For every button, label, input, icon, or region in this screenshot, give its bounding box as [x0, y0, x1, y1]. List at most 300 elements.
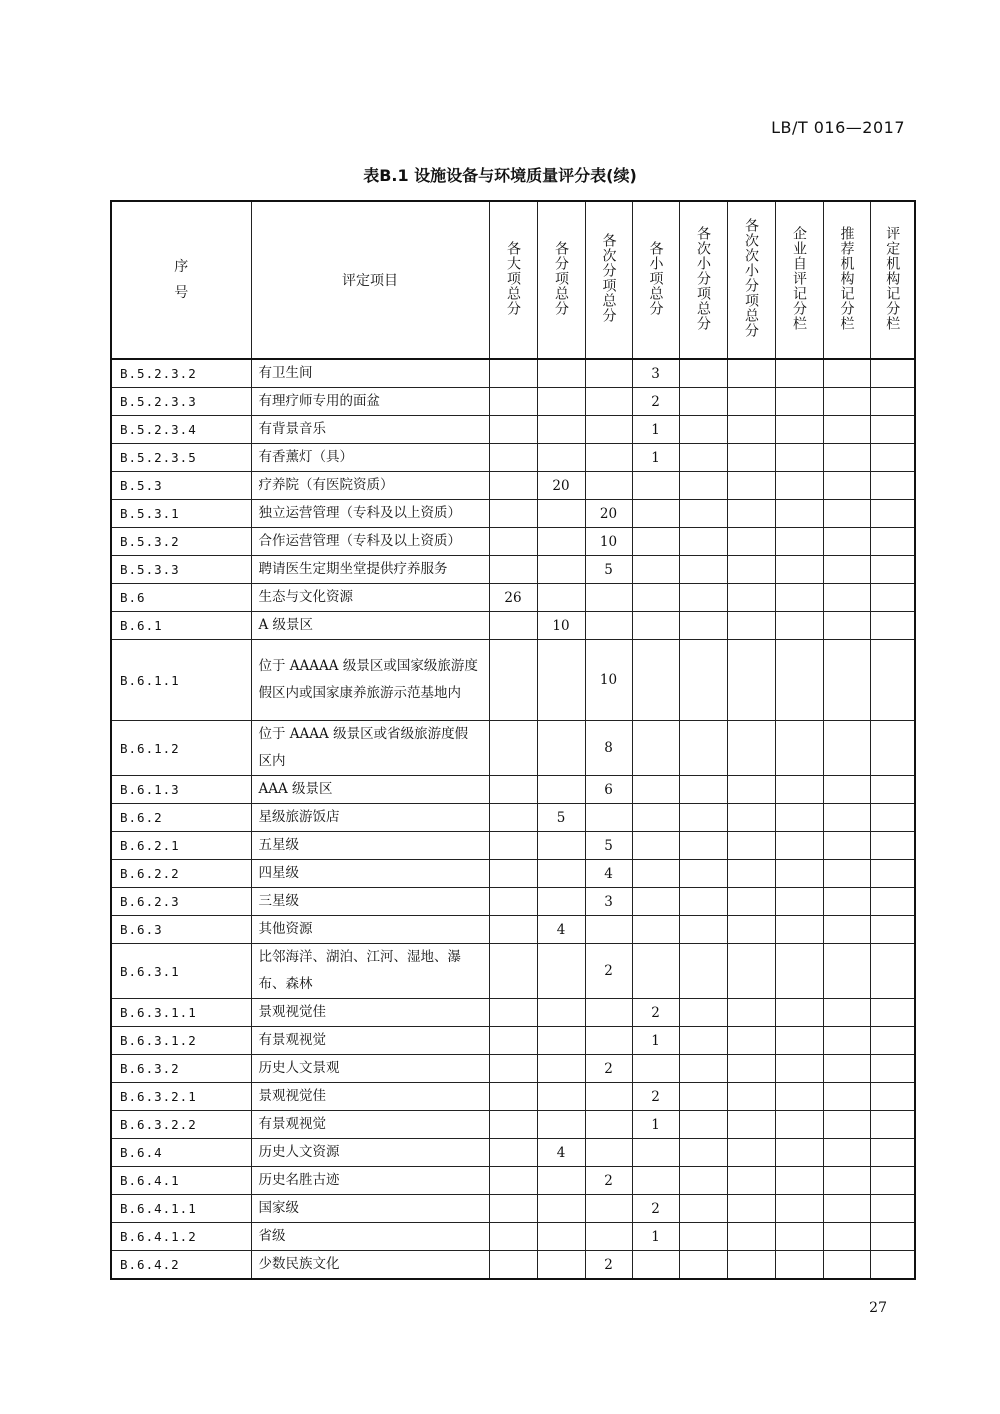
row-sub-total	[537, 1083, 585, 1111]
row-recommending-agency	[823, 416, 870, 444]
row-recommending-agency	[823, 359, 870, 388]
row-self-assessment	[775, 1195, 823, 1223]
row-small-total	[632, 1251, 679, 1280]
row-small-total	[632, 1139, 679, 1167]
row-minor-small-total	[679, 584, 727, 612]
row-seq: B.5.2.3.3	[111, 388, 251, 416]
table-row	[111, 640, 915, 721]
row-seq: B.6.2	[111, 804, 251, 832]
row-minor-sub-total	[585, 1223, 632, 1251]
row-rating-agency	[870, 1083, 915, 1111]
row-major-total	[489, 1111, 537, 1139]
row-small-total	[632, 640, 679, 721]
row-rating-agency	[870, 916, 915, 944]
row-seq: B.6.1.3	[111, 776, 251, 804]
row-major-total	[489, 1027, 537, 1055]
row-self-assessment	[775, 359, 823, 388]
row-minor-small-total	[679, 556, 727, 584]
row-rating-agency	[870, 1251, 915, 1280]
row-self-assessment	[775, 1251, 823, 1280]
row-item: 国家级	[251, 1195, 489, 1223]
row-minor-small-total	[679, 1251, 727, 1280]
table-row	[111, 388, 915, 416]
row-sub-total: 4	[537, 916, 585, 944]
row-self-assessment	[775, 860, 823, 888]
row-minor-small-total	[679, 888, 727, 916]
row-rating-agency	[870, 388, 915, 416]
row-minor-minor-small-total	[727, 500, 775, 528]
row-rating-agency	[870, 1223, 915, 1251]
row-rating-agency	[870, 860, 915, 888]
row-major-total	[489, 1083, 537, 1111]
row-item: 独立运营管理（专科及以上资质）	[251, 500, 489, 528]
row-major-total	[489, 556, 537, 584]
row-minor-minor-small-total	[727, 1223, 775, 1251]
row-item: AAA 级景区	[251, 776, 489, 804]
row-sub-total	[537, 416, 585, 444]
row-self-assessment	[775, 1167, 823, 1195]
row-self-assessment	[775, 444, 823, 472]
row-seq: B.6.4.2	[111, 1251, 251, 1280]
row-minor-sub-total: 20	[585, 500, 632, 528]
row-sub-total: 5	[537, 804, 585, 832]
row-recommending-agency	[823, 999, 870, 1027]
row-minor-small-total	[679, 776, 727, 804]
row-major-total	[489, 888, 537, 916]
row-minor-small-total	[679, 444, 727, 472]
row-rating-agency	[870, 528, 915, 556]
row-item: 历史人文资源	[251, 1139, 489, 1167]
row-major-total	[489, 1223, 537, 1251]
row-sub-total	[537, 359, 585, 388]
row-major-total	[489, 804, 537, 832]
column-header-minor-small-total: 各次小分项总分	[679, 201, 727, 359]
row-sub-total	[537, 832, 585, 860]
row-self-assessment	[775, 640, 823, 721]
row-minor-small-total	[679, 1223, 727, 1251]
row-self-assessment	[775, 721, 823, 776]
row-recommending-agency	[823, 1083, 870, 1111]
row-small-total	[632, 1055, 679, 1083]
row-minor-sub-total: 5	[585, 832, 632, 860]
table-header-row	[111, 201, 915, 359]
row-self-assessment	[775, 776, 823, 804]
row-rating-agency	[870, 416, 915, 444]
row-small-total	[632, 888, 679, 916]
row-self-assessment	[775, 1083, 823, 1111]
row-sub-total	[537, 860, 585, 888]
row-recommending-agency	[823, 444, 870, 472]
row-minor-sub-total: 6	[585, 776, 632, 804]
row-rating-agency	[870, 1139, 915, 1167]
standard-code: LB/T 016—2017	[771, 118, 905, 137]
row-small-total	[632, 776, 679, 804]
row-self-assessment	[775, 944, 823, 999]
row-minor-sub-total: 8	[585, 721, 632, 776]
row-minor-sub-total	[585, 804, 632, 832]
row-item: 省级	[251, 1223, 489, 1251]
row-major-total	[489, 916, 537, 944]
row-small-total	[632, 584, 679, 612]
row-minor-small-total	[679, 1083, 727, 1111]
row-self-assessment	[775, 388, 823, 416]
row-self-assessment	[775, 1111, 823, 1139]
row-minor-sub-total	[585, 1083, 632, 1111]
row-minor-sub-total	[585, 472, 632, 500]
row-rating-agency	[870, 444, 915, 472]
row-minor-sub-total: 2	[585, 1251, 632, 1280]
row-small-total	[632, 612, 679, 640]
score-table	[110, 200, 916, 1280]
row-major-total	[489, 1139, 537, 1167]
row-seq: B.6.3	[111, 916, 251, 944]
row-minor-small-total	[679, 472, 727, 500]
row-minor-sub-total	[585, 1195, 632, 1223]
row-recommending-agency	[823, 860, 870, 888]
row-major-total	[489, 472, 537, 500]
row-minor-minor-small-total	[727, 472, 775, 500]
row-seq: B.6.3.2.2	[111, 1111, 251, 1139]
table-row	[111, 1111, 915, 1139]
row-item: 有背景音乐	[251, 416, 489, 444]
row-recommending-agency	[823, 832, 870, 860]
row-small-total	[632, 1167, 679, 1195]
row-seq: B.6.2.2	[111, 860, 251, 888]
row-recommending-agency	[823, 584, 870, 612]
row-minor-small-total	[679, 500, 727, 528]
row-minor-minor-small-total	[727, 1251, 775, 1280]
row-minor-small-total	[679, 1027, 727, 1055]
row-recommending-agency	[823, 612, 870, 640]
row-major-total	[489, 528, 537, 556]
table-row	[111, 359, 915, 388]
row-minor-minor-small-total	[727, 944, 775, 999]
row-minor-small-total	[679, 528, 727, 556]
row-minor-minor-small-total	[727, 556, 775, 584]
row-minor-minor-small-total	[727, 999, 775, 1027]
table-row	[111, 999, 915, 1027]
row-item: 少数民族文化	[251, 1251, 489, 1280]
page-number: 27	[869, 1300, 887, 1316]
row-rating-agency	[870, 721, 915, 776]
column-header-major-total: 各大项总分	[489, 201, 537, 359]
table-row	[111, 1027, 915, 1055]
row-major-total	[489, 1055, 537, 1083]
row-self-assessment	[775, 916, 823, 944]
row-minor-minor-small-total	[727, 1055, 775, 1083]
row-small-total	[632, 472, 679, 500]
row-major-total	[489, 776, 537, 804]
row-item: 四星级	[251, 860, 489, 888]
row-rating-agency	[870, 584, 915, 612]
row-minor-minor-small-total	[727, 416, 775, 444]
row-seq: B.5.3.1	[111, 500, 251, 528]
row-major-total: 26	[489, 584, 537, 612]
row-seq: B.6.1.2	[111, 721, 251, 776]
table-row	[111, 528, 915, 556]
row-small-total	[632, 500, 679, 528]
row-sub-total	[537, 1027, 585, 1055]
row-seq: B.5.3.3	[111, 556, 251, 584]
row-self-assessment	[775, 804, 823, 832]
row-small-total	[632, 916, 679, 944]
row-minor-minor-small-total	[727, 1083, 775, 1111]
row-minor-minor-small-total	[727, 1139, 775, 1167]
row-seq: B.5.3	[111, 472, 251, 500]
row-self-assessment	[775, 1139, 823, 1167]
row-self-assessment	[775, 528, 823, 556]
row-sub-total	[537, 640, 585, 721]
row-seq: B.5.2.3.2	[111, 359, 251, 388]
row-sub-total	[537, 388, 585, 416]
row-seq: B.6.1	[111, 612, 251, 640]
row-minor-minor-small-total	[727, 916, 775, 944]
row-major-total	[489, 640, 537, 721]
row-item: 三星级	[251, 888, 489, 916]
row-seq: B.6.4.1.1	[111, 1195, 251, 1223]
table-row	[111, 776, 915, 804]
row-recommending-agency	[823, 640, 870, 721]
row-minor-small-total	[679, 1195, 727, 1223]
column-header-seq: 序 号	[111, 201, 251, 359]
row-minor-minor-small-total	[727, 444, 775, 472]
row-recommending-agency	[823, 528, 870, 556]
row-recommending-agency	[823, 721, 870, 776]
row-recommending-agency	[823, 916, 870, 944]
table-row	[111, 584, 915, 612]
row-small-total	[632, 832, 679, 860]
row-major-total	[489, 860, 537, 888]
row-self-assessment	[775, 888, 823, 916]
row-recommending-agency	[823, 388, 870, 416]
column-header-sub-total: 各分项总分	[537, 201, 585, 359]
row-minor-minor-small-total	[727, 721, 775, 776]
row-minor-minor-small-total	[727, 1167, 775, 1195]
column-header-minor-sub-total: 各次分项总分	[585, 201, 632, 359]
row-seq: B.6.3.1	[111, 944, 251, 999]
row-rating-agency	[870, 612, 915, 640]
row-small-total: 1	[632, 1027, 679, 1055]
row-minor-minor-small-total	[727, 584, 775, 612]
row-item: 有景观视觉	[251, 1027, 489, 1055]
row-item: 有卫生间	[251, 359, 489, 388]
table-row	[111, 1195, 915, 1223]
row-seq: B.6.3.1.1	[111, 999, 251, 1027]
row-sub-total	[537, 1055, 585, 1083]
row-rating-agency	[870, 804, 915, 832]
row-seq: B.6.4.1	[111, 1167, 251, 1195]
row-small-total	[632, 804, 679, 832]
row-minor-small-total	[679, 916, 727, 944]
row-small-total: 1	[632, 1223, 679, 1251]
table-row	[111, 1251, 915, 1280]
table-row	[111, 916, 915, 944]
row-small-total	[632, 556, 679, 584]
row-minor-minor-small-total	[727, 804, 775, 832]
row-recommending-agency	[823, 556, 870, 584]
row-minor-minor-small-total	[727, 1195, 775, 1223]
row-self-assessment	[775, 416, 823, 444]
row-item: 五星级	[251, 832, 489, 860]
row-rating-agency	[870, 1195, 915, 1223]
row-major-total	[489, 416, 537, 444]
row-recommending-agency	[823, 1195, 870, 1223]
column-header-rating-agency: 评定机构记分栏	[870, 201, 915, 359]
row-major-total	[489, 999, 537, 1027]
row-item: 景观视觉佳	[251, 999, 489, 1027]
row-rating-agency	[870, 556, 915, 584]
row-item: 聘请医生定期坐堂提供疗养服务	[251, 556, 489, 584]
row-major-total	[489, 1167, 537, 1195]
row-minor-sub-total	[585, 1027, 632, 1055]
row-sub-total	[537, 1251, 585, 1280]
row-minor-small-total	[679, 721, 727, 776]
row-small-total	[632, 721, 679, 776]
row-item: 其他资源	[251, 916, 489, 944]
row-minor-minor-small-total	[727, 612, 775, 640]
row-sub-total	[537, 721, 585, 776]
row-minor-sub-total: 5	[585, 556, 632, 584]
row-minor-sub-total: 2	[585, 1055, 632, 1083]
row-self-assessment	[775, 832, 823, 860]
row-seq: B.6.1.1	[111, 640, 251, 721]
row-item: 合作运营管理（专科及以上资质）	[251, 528, 489, 556]
row-rating-agency	[870, 776, 915, 804]
row-item: A 级景区	[251, 612, 489, 640]
row-major-total	[489, 1195, 537, 1223]
row-major-total	[489, 612, 537, 640]
column-header-item: 评定项目	[251, 201, 489, 359]
row-seq: B.6.3.1.2	[111, 1027, 251, 1055]
row-minor-sub-total: 10	[585, 640, 632, 721]
row-minor-sub-total	[585, 916, 632, 944]
table-row	[111, 416, 915, 444]
row-small-total	[632, 528, 679, 556]
row-seq: B.6.4	[111, 1139, 251, 1167]
row-sub-total	[537, 1111, 585, 1139]
row-minor-minor-small-total	[727, 640, 775, 721]
row-rating-agency	[870, 472, 915, 500]
row-minor-sub-total	[585, 388, 632, 416]
row-minor-small-total	[679, 640, 727, 721]
table-row	[111, 944, 915, 999]
table-row	[111, 832, 915, 860]
row-recommending-agency	[823, 1027, 870, 1055]
row-item: 星级旅游饭店	[251, 804, 489, 832]
row-sub-total	[537, 556, 585, 584]
row-self-assessment	[775, 1223, 823, 1251]
row-minor-minor-small-total	[727, 528, 775, 556]
row-small-total: 3	[632, 359, 679, 388]
row-sub-total	[537, 999, 585, 1027]
row-recommending-agency	[823, 1111, 870, 1139]
table-row	[111, 612, 915, 640]
table-body	[111, 359, 915, 1279]
table-row	[111, 1083, 915, 1111]
row-minor-small-total	[679, 804, 727, 832]
row-minor-minor-small-total	[727, 359, 775, 388]
row-minor-minor-small-total	[727, 388, 775, 416]
row-sub-total	[537, 500, 585, 528]
table-row	[111, 860, 915, 888]
table-row	[111, 500, 915, 528]
row-item: 历史名胜古迹	[251, 1167, 489, 1195]
row-minor-sub-total	[585, 416, 632, 444]
row-sub-total	[537, 944, 585, 999]
table-row	[111, 1167, 915, 1195]
row-minor-minor-small-total	[727, 888, 775, 916]
row-minor-sub-total	[585, 1111, 632, 1139]
row-minor-sub-total: 3	[585, 888, 632, 916]
row-minor-small-total	[679, 1139, 727, 1167]
row-minor-sub-total: 2	[585, 944, 632, 999]
table-row	[111, 804, 915, 832]
row-item: 疗养院（有医院资质）	[251, 472, 489, 500]
row-major-total	[489, 832, 537, 860]
row-self-assessment	[775, 999, 823, 1027]
table-row	[111, 1223, 915, 1251]
row-recommending-agency	[823, 500, 870, 528]
row-minor-small-total	[679, 944, 727, 999]
row-recommending-agency	[823, 1055, 870, 1083]
row-minor-sub-total: 10	[585, 528, 632, 556]
row-recommending-agency	[823, 776, 870, 804]
row-recommending-agency	[823, 1167, 870, 1195]
row-self-assessment	[775, 584, 823, 612]
row-major-total	[489, 944, 537, 999]
table-row	[111, 721, 915, 776]
row-item: 有景观视觉	[251, 1111, 489, 1139]
row-minor-small-total	[679, 1055, 727, 1083]
row-minor-sub-total	[585, 999, 632, 1027]
row-sub-total	[537, 1195, 585, 1223]
row-sub-total	[537, 528, 585, 556]
row-sub-total: 4	[537, 1139, 585, 1167]
row-item: 景观视觉佳	[251, 1083, 489, 1111]
row-minor-sub-total	[585, 359, 632, 388]
row-self-assessment	[775, 1027, 823, 1055]
row-rating-agency	[870, 1111, 915, 1139]
row-self-assessment	[775, 612, 823, 640]
row-major-total	[489, 1251, 537, 1280]
row-minor-small-total	[679, 860, 727, 888]
row-self-assessment	[775, 500, 823, 528]
table-row	[111, 888, 915, 916]
row-self-assessment	[775, 556, 823, 584]
row-minor-minor-small-total	[727, 832, 775, 860]
row-seq: B.6	[111, 584, 251, 612]
row-small-total	[632, 944, 679, 999]
row-minor-sub-total	[585, 584, 632, 612]
row-minor-small-total	[679, 832, 727, 860]
table-title: 表B.1 设施设备与环境质量评分表(续)	[363, 166, 637, 185]
row-self-assessment	[775, 472, 823, 500]
row-item: 生态与文化资源	[251, 584, 489, 612]
row-minor-minor-small-total	[727, 1111, 775, 1139]
row-sub-total	[537, 584, 585, 612]
row-item: 比邻海洋、湖泊、江河、湿地、瀑布、森林	[251, 944, 489, 999]
column-header-small-total: 各小项总分	[632, 201, 679, 359]
row-sub-total	[537, 444, 585, 472]
row-minor-sub-total	[585, 612, 632, 640]
row-item: 有理疗师专用的面盆	[251, 388, 489, 416]
row-seq: B.6.2.3	[111, 888, 251, 916]
row-seq: B.6.2.1	[111, 832, 251, 860]
table-row	[111, 444, 915, 472]
table-row	[111, 1055, 915, 1083]
row-rating-agency	[870, 359, 915, 388]
row-recommending-agency	[823, 472, 870, 500]
